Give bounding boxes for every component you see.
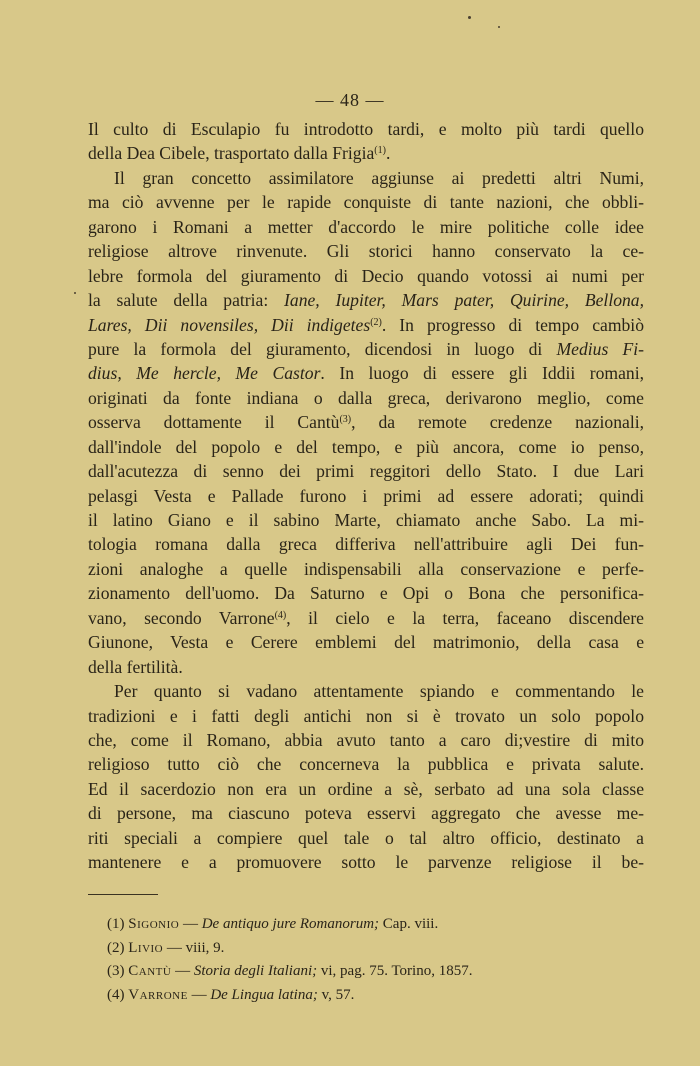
line-text: pure la formola del giuramento, dicendosi in luogo di	[88, 338, 557, 359]
line-text: . In luogo di essere gli Iddii romani,	[320, 363, 644, 384]
line-text: della fertilità.	[88, 656, 183, 677]
line-text: tradizioni e i fatti degli antichi non si è trovato un solo popolo	[88, 705, 644, 726]
line-text: della Dea Cibele, trasportato dalla Frigia	[88, 143, 375, 164]
text-line	[88, 557, 644, 581]
text-line	[88, 264, 644, 288]
line-text: religiose altrove rinvenute. Gli storici hanno conservato la ce-	[88, 241, 644, 262]
footnote	[107, 984, 647, 1008]
footnote-citation: vi, pag. 75. Torino, 1857.	[317, 963, 473, 979]
line-text: il latino Giano e il sabino Marte, chiamato anche Sabo. La mi-	[88, 510, 644, 530]
line-text: che, come il Romano, abbia avuto tanto a caro di;vestire di mito	[88, 729, 644, 750]
footnote-citation: viii, 9.	[185, 939, 225, 956]
body-text	[88, 117, 644, 875]
footnote-author: Livio	[128, 939, 164, 956]
text-line	[88, 752, 644, 776]
footnote-author: Sigonio	[128, 916, 180, 932]
text-line	[88, 410, 644, 434]
line-text: Il gran concetto assimilatore aggiunse ai predetti altri Numi,	[114, 167, 644, 188]
text-line	[88, 508, 644, 532]
line-text: dall'indole del popolo e del tempo, e più ancora, come io penso,	[88, 436, 644, 457]
footnote	[107, 937, 647, 961]
footnote-citation: Cap. viii.	[379, 916, 439, 932]
text-line	[88, 337, 644, 361]
line-text: lebre formola del giuramento di Decio quando votossi ai numi per	[88, 265, 644, 286]
text-line	[88, 141, 644, 165]
italic-text: Iane, Iupiter, Mars pater, Quirine, Bellona,	[284, 290, 644, 311]
line-text: tologia romana dalla greca differiva nell'attribuire agli Dei fun-	[88, 534, 644, 555]
text-line	[88, 679, 644, 703]
footnote-number: (2)	[107, 939, 125, 956]
text-line	[88, 728, 644, 752]
line-text: osserva dottamente il Cantù	[88, 412, 340, 433]
print-speck	[498, 26, 500, 28]
print-speck	[74, 292, 76, 294]
text-line	[88, 777, 644, 801]
footnote-separator	[88, 894, 158, 895]
text-line	[88, 826, 644, 850]
text-line	[88, 313, 644, 337]
text-line	[88, 288, 644, 312]
footnote-author: Cantù	[128, 963, 172, 979]
footnote-number: (3)	[107, 963, 125, 979]
text-line	[88, 532, 644, 556]
footnote-number: (1)	[107, 916, 125, 932]
text-line	[88, 361, 644, 385]
footnote-separator-dash: —	[163, 939, 186, 956]
italic-text: Medius Fi-	[556, 338, 644, 359]
line-text: , il cielo e la terra, faceano discendere	[286, 607, 644, 628]
text-line	[88, 117, 644, 141]
footnote-separator-dash: —	[187, 986, 211, 1003]
print-speck	[468, 16, 471, 19]
footnote-ref: (2)	[370, 316, 382, 328]
line-text: ma ciò avvenne per le rapide conquiste di tante nazioni, che obbli-	[88, 192, 644, 213]
text-line	[88, 239, 644, 263]
text-line	[88, 630, 644, 654]
footnote-title: Storia degli Italiani;	[193, 963, 318, 979]
footnote-ref: (1)	[374, 145, 386, 157]
line-text: Giunone, Vesta e Cerere emblemi del matrimonio, della casa e	[88, 632, 644, 653]
footnote	[107, 960, 647, 984]
text-line	[88, 190, 644, 214]
text-line	[88, 484, 644, 508]
italic-text: dius, Me hercle, Me Castor	[88, 363, 321, 384]
text-line	[88, 435, 644, 459]
text-line	[88, 581, 644, 605]
line-text: originati da fonte indiana o dalla greca, derivarono meglio, come	[88, 387, 644, 408]
footnote-separator-dash: —	[171, 963, 194, 979]
line-text: di persone, ma ciascuno poteva esservi aggregato che avesse me-	[88, 803, 644, 824]
line-text: Per quanto si vadano attentamente spiando e commentando le	[114, 681, 644, 702]
line-text: pelasgi Vesta e Pallade furono i primi ad essere adorati; quindi	[88, 485, 644, 506]
line-text: .	[385, 143, 391, 164]
text-line	[88, 801, 644, 825]
footnote-citation: v, 57.	[317, 986, 355, 1003]
line-text: mantenere e a promuovere sotto le parvenze religiose il be-	[88, 852, 644, 873]
text-line	[88, 386, 644, 410]
line-text: garono i Romani a metter d'accordo le mire politiche colle idee	[88, 216, 644, 237]
line-text: vano, secondo Varrone	[88, 607, 275, 628]
line-text: riti speciali a compiere quel tale o tal altro officio, destinato a	[88, 827, 644, 848]
italic-text: Lares, Dii novensiles, Dii indigetes	[88, 314, 371, 335]
text-line	[88, 655, 644, 679]
line-text: Il culto di Esculapio fu introdotto tardi, e molto più tardi quello	[88, 119, 644, 139]
line-text: religioso tutto ciò che concerneva la pubblica e privata salute.	[88, 754, 644, 775]
text-line	[88, 704, 644, 728]
text-line	[88, 850, 644, 874]
line-text: zioni analoghe a quelle indispensabili alla conservazione e perfe-	[88, 558, 644, 579]
text-line	[88, 215, 644, 239]
footnote-author: Varrone	[128, 986, 188, 1003]
line-text: dall'acutezza di senno dei primi reggitori dello Stato. I due Lari	[88, 461, 644, 482]
line-text: zionamento dell'uomo. Da Saturno e Opi o Bona che personifica-	[88, 583, 644, 604]
text-line	[88, 606, 644, 630]
line-text: la salute della patria:	[88, 290, 285, 311]
footnote-title: De antiquo jure Romanorum;	[201, 916, 380, 932]
footnote-separator-dash: —	[179, 916, 202, 932]
footnote-title: De Lingua latina;	[210, 986, 318, 1003]
footnotes	[107, 913, 647, 1007]
footnote	[107, 913, 647, 937]
footnote-ref: (4)	[274, 609, 287, 621]
page-number: — 48 —	[315, 90, 385, 110]
line-text: , da remote credenze nazionali,	[351, 412, 644, 433]
footnote-ref: (3)	[339, 414, 352, 426]
text-line	[88, 459, 644, 483]
line-text: Ed il sacerdozio non era un ordine a sè, serbato ad una sola classe	[88, 778, 644, 799]
line-text: . In progresso di tempo cambiò	[381, 314, 644, 335]
footnote-number: (4)	[107, 986, 125, 1003]
text-line	[88, 166, 644, 190]
